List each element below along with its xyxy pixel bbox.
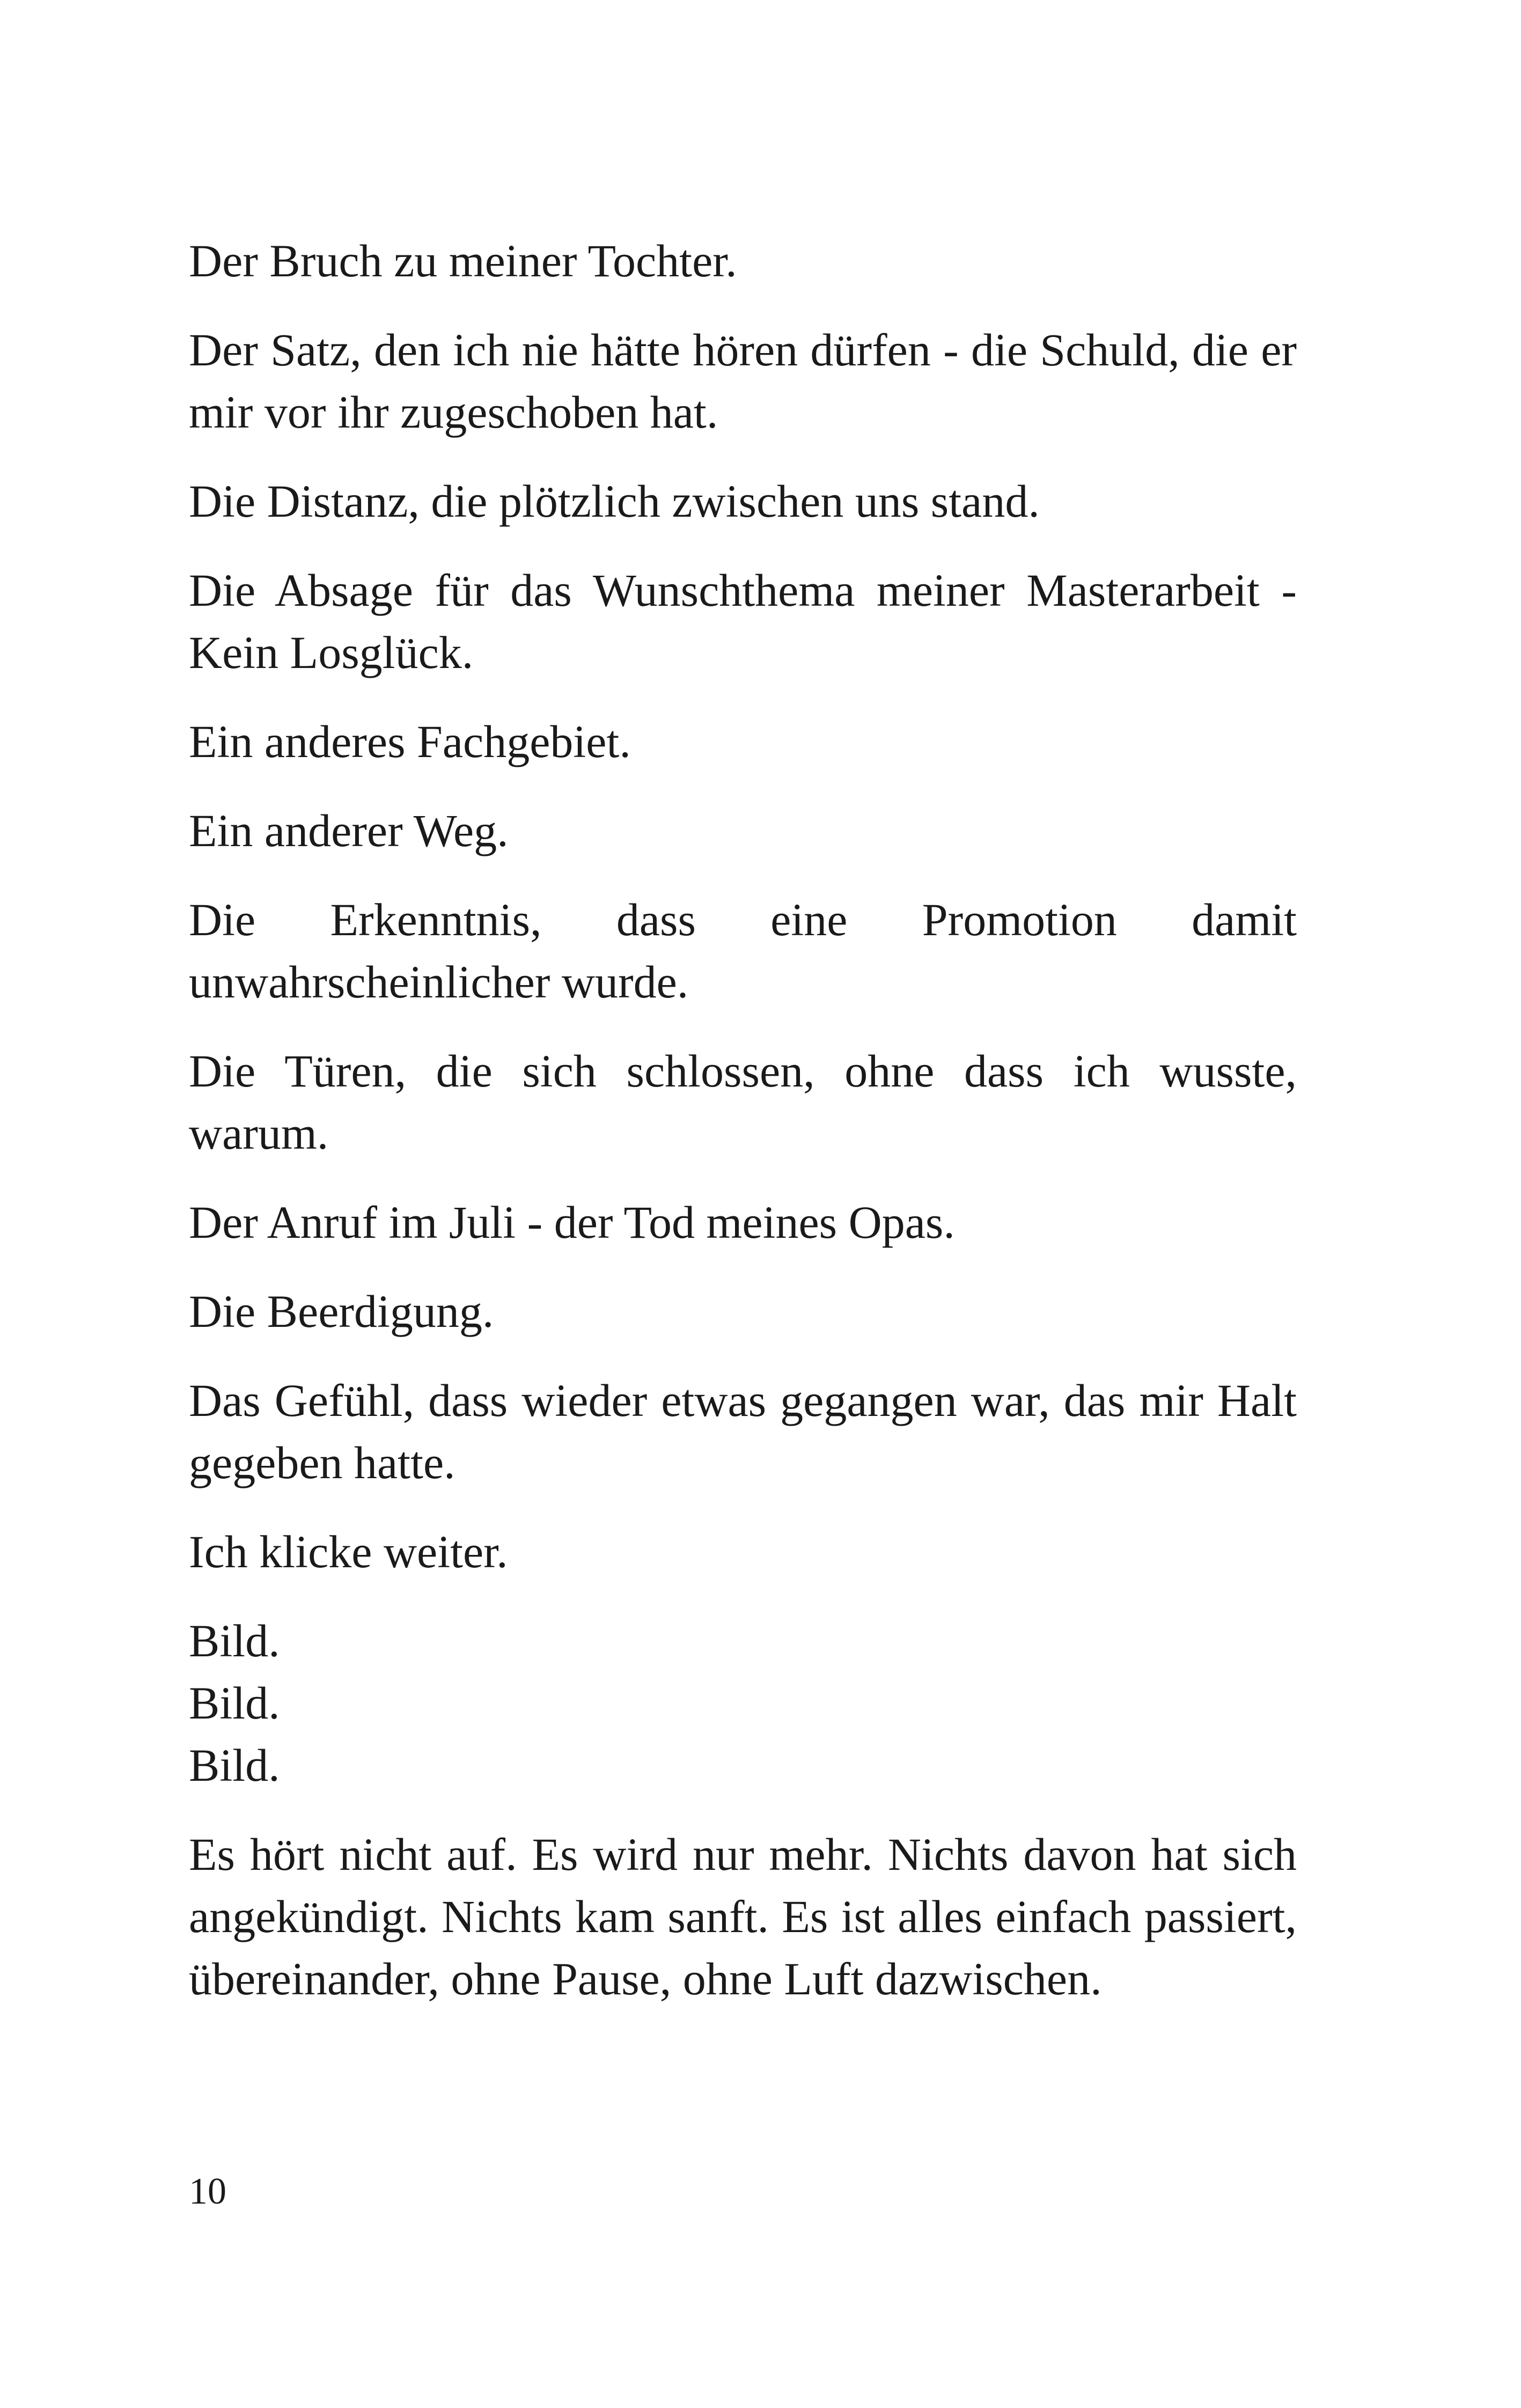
paragraph: Ein anderes Fachgebiet. — [189, 716, 631, 767]
paragraph: Der Anruf im Juli - der Tod meines Opas. — [189, 1196, 955, 1248]
paragraph: Ich klicke weiter. — [189, 1526, 508, 1577]
paragraph: Ein anderer Weg. — [189, 805, 509, 856]
paragraph: Der Bruch zu meiner Tochter. — [189, 235, 737, 287]
page-number: 10 — [189, 2171, 226, 2212]
paragraph: Das Gefühl, dass wieder etwas gegangen war, das mir Halt gegeben hatte. — [189, 1375, 1297, 1488]
paragraph: Die Distanz, die plötzlich zwischen uns stand. — [189, 475, 1040, 527]
paragraph: Es hört nicht auf. Es wird nur mehr. Nichts davon hat sich angekündigt. Nichts kam sanft. Es ist alles einfach passiert, übereinander, ohne Pause, ohne Luft dazwischen. — [189, 1829, 1297, 2005]
body-text — [189, 230, 1297, 2037]
paragraph: Die Absage für das Wunschthema meiner Masterarbeit - Kein Losglück. — [189, 564, 1297, 678]
paragraph: Die Erkenntnis, dass eine Promotion damit unwahrscheinlicher wurde. — [189, 894, 1297, 1008]
paragraph: Die Türen, die sich schlossen, ohne dass ich wusste, warum. — [189, 1045, 1297, 1159]
paragraph: Der Satz, den ich nie hätte hören dürfen - die Schuld, die er mir vor ihr zugeschoben hat. — [189, 324, 1297, 438]
paragraph: Bild. — [189, 1739, 280, 1791]
paragraph: Die Beerdigung. — [189, 1286, 494, 1337]
paragraph: Bild. — [189, 1615, 280, 1666]
paragraph: Bild. — [189, 1677, 280, 1729]
